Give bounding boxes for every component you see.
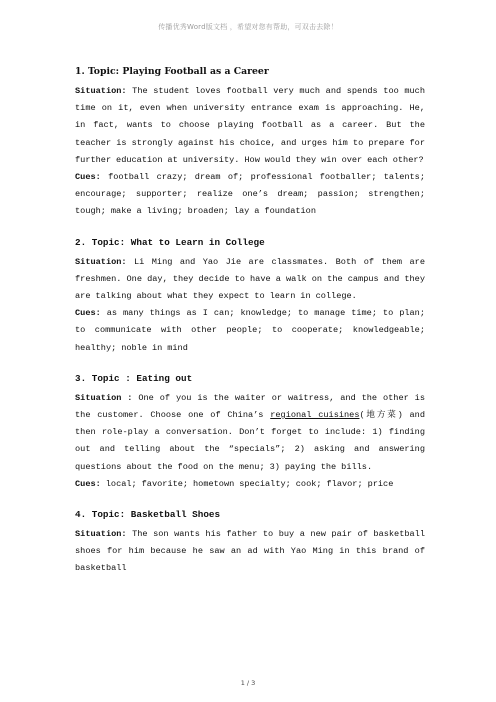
document-body [75, 65, 425, 578]
topic-3-cues [75, 476, 425, 493]
cues-label: Cues: [75, 308, 101, 319]
topic-4-situation [75, 526, 425, 578]
regional-cuisines-term: regional cuisines [270, 410, 360, 421]
situation-text: Li Ming and Yao Jie are classmates. Both of them are freshmen. One day, they decide to have a walk on the campus and they are talking about what they expect to learn in college. [75, 256, 425, 302]
topic-1-title: 1. Topic: Playing Football as a Career [75, 66, 269, 77]
cues-text: as many things as I can; knowledge; to manage time; to plan; to communicate with other people; to cooperate; knowledgeable; healthy; noble in mind [75, 308, 425, 353]
situation-text-after: (地方菜) and then role-play a conversation. Don’t forget to include: 1) finding out and telling about the “specials”; 2) asking and answering questions about the food on the menu; 3) paying the bills. [75, 410, 425, 472]
topic-2-cues [75, 305, 425, 357]
cues-label: Cues: [75, 172, 101, 183]
situation-label: Situation: [75, 256, 127, 267]
topic-2-situation [75, 254, 425, 306]
situation-text-before: One of you is the waiter or waitress, and the other is the customer. Choose one of China’s [75, 392, 425, 421]
topic-1-cues [75, 169, 425, 221]
topic-4-title: 4. Topic: Basketball Shoes [75, 509, 221, 521]
cues-text: football crazy; dream of; professional footballer; talents; encourage; supporter; realize one’s dream; passion; strengthen; tough; make a living; broaden; lay a foundation [75, 172, 425, 217]
topic-3-title: 3. Topic : Eating out [75, 372, 193, 384]
topic-3-situation [75, 390, 425, 476]
cues-text: local; favorite; hometown specialty; cook; flavor; price [100, 478, 394, 489]
topic-1-situation [75, 83, 425, 169]
situation-label: Situation: [75, 529, 127, 540]
cues-label: Cues: [75, 478, 101, 489]
topic-2-title: 2. Topic: What to Learn in College [75, 236, 265, 248]
page-number: 1 / 3 [240, 679, 256, 687]
header-note: 传播优秀Word版文档 ，希望对您有帮助，可双击去除！ [158, 23, 338, 31]
situation-text: The son wants his father to buy a new pair of basketball shoes for him because he saw an ad with Yao Ming in this brand of basketball [75, 529, 425, 574]
situation-text: The student loves football very much and spends too much time on it, even when university entrance exam is approaching. He, in fact, wants to choose playing football as a career. But the teacher is strongly against his choice, and urges him to prepare for further education at university. How would they win over each other? [75, 86, 425, 165]
situation-label: Situation : [75, 392, 133, 403]
situation-label: Situation: [75, 86, 127, 96]
